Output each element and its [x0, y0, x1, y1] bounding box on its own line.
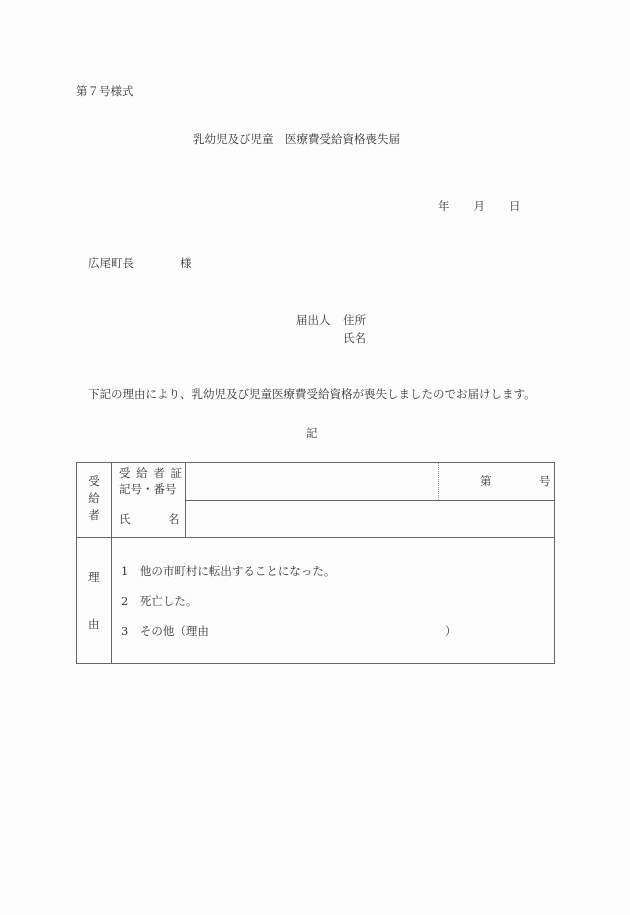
year-label: 年 [438, 199, 450, 213]
document-title: 乳幼児及び児童 医療費受給資格喪失届 [193, 132, 400, 146]
reason-option-2[interactable]: 2 死亡した。 [121, 594, 198, 608]
cert-code-field[interactable] [186, 463, 438, 500]
applicant-name-label: 氏名 [343, 331, 366, 345]
cert-number-prefix: 第 [480, 474, 492, 488]
section-divider [77, 537, 554, 538]
cert-number-field[interactable] [439, 463, 555, 500]
cert-label-line1: 受 給 者 証 [119, 466, 183, 480]
addressee-name: 広尾町長 [88, 256, 134, 270]
recipient-header: 受 給 者 [88, 474, 100, 522]
cert-number-suffix: 号 [539, 474, 551, 488]
name-label-left: 氏 [119, 512, 131, 526]
day-label: 日 [509, 199, 521, 213]
reason-header-1: 理 [88, 570, 100, 584]
form-table [76, 462, 555, 664]
name-label-right: 名 [168, 512, 180, 526]
applicant-address-label: 住所 [343, 313, 366, 327]
month-label: 月 [473, 199, 485, 213]
statement-text: 下記の理由により、乳幼児及び児童医療費受給資格が喪失しましたのでお届けします。 [88, 387, 536, 401]
header-col-divider [111, 463, 112, 663]
ki-heading: 記 [306, 426, 318, 440]
reason-option-3[interactable]: 3 その他（理由 [121, 624, 209, 638]
applicant-label: 届出人 [296, 313, 331, 327]
date-fields [438, 201, 521, 213]
recipient-name-field[interactable] [186, 501, 555, 537]
addressee-honorific: 様 [180, 256, 192, 270]
other-reason-close: ） [445, 624, 457, 638]
reason-option-1[interactable]: 1 他の市町村に転出することになった。 [121, 564, 336, 578]
reason-header-2: 由 [88, 617, 100, 631]
form-number: 第７号様式 [76, 84, 134, 98]
cert-label-line2: 記号・番号 [119, 482, 177, 496]
addressee [88, 258, 192, 270]
